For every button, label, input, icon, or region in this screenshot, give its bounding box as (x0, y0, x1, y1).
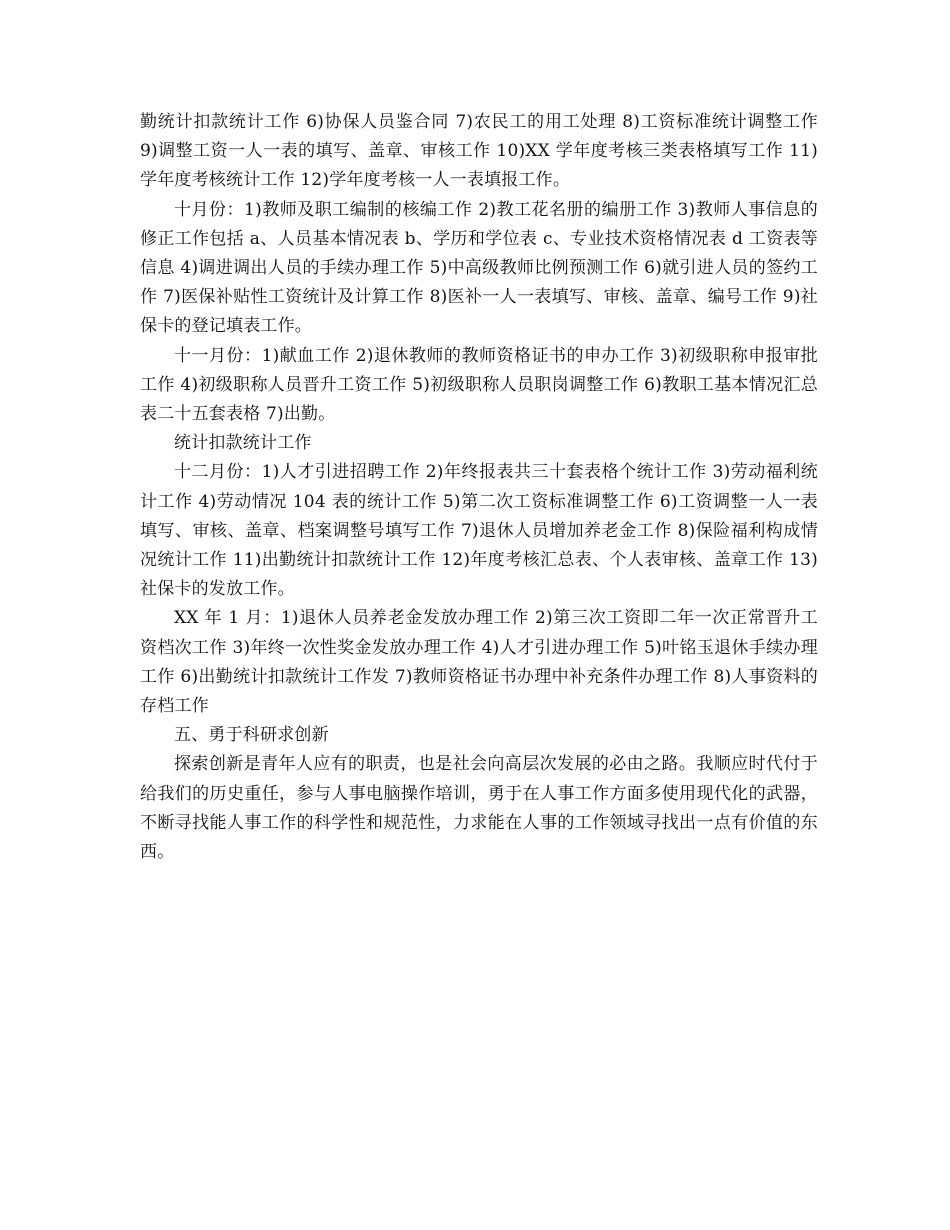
paragraph-continuation: 勤统计扣款统计工作 6)协保人员鉴合同 7)农民工的用工处理 8)工资标准统计调整工作 9)调整工资一人一表的填写、盖章、审核工作 10)XX 学年度考核三类表格填写工作 11)学年度考核统计工作 12)学年度考核一人一表填报工作。 (140, 112, 818, 191)
paragraph-december: 十二月份：1)人才引进招聘工作 2)年终报表共三十套表格个统计工作 3)劳动福利统计工作 4)劳动情况 104 表的统计工作 5)第二次工资标准调整工作 6)工资调整一人一表填写、审核、盖章、档案调整号填写工作 7)退休人员增加养老金工作 8)保险福利构成情况统计工作 11)出勤统计扣款统计工作 12)年度考核汇总表、个人表审核、盖章工作 13)社保卡的发放工作。 (140, 462, 818, 600)
section-heading-innovation: 五、勇于科研求创新 (174, 725, 329, 746)
paragraph-innovation: 探索创新是青年人应有的职责，也是社会向高层次发展的必由之路。我顺应时代付于给我们的历史重任，参与人事电脑操作培训，勇于在人事工作方面多使用现代化的武器，不断寻找能人事工作的科学性和规范性，力求能在人事的工作领域寻找出一点有价值的东西。 (140, 754, 818, 863)
paragraph-november: 十一月份：1)献血工作 2)退休教师的教师资格证书的申办工作 3)初级职称申报审批工作 4)初级职称人员晋升工资工作 5)初级职称人员职岗调整工作 6)教职工基本情况汇总表二十五套表格 7)出勤。 (140, 345, 818, 425)
paragraph-october: 十月份：1)教师及职工编制的核编工作 2)教工花名册的编册工作 3)教师人事信息的修正工作包括 a、人员基本情况表 b、学历和学位表 c、专业技术资格情况表 d 工资表等信息 4)调进调出人员的手续办理工作 5)中高级教师比例预测工作 6)就引进人员的签约工作 7)医保补贴性工资统计及计算工作 8)医补一人一表填写、审核、盖章、编号工作 9)社保卡的登记填表工作。 (140, 199, 818, 337)
paragraph-january: XX 年 1 月：1)退休人员养老金发放办理工作 2)第三次工资即二年一次正常晋升工资档次工作 3)年终一次性奖金发放办理工作 4)人才引进办理工作 5)叶铭玉退休手续办理工作 6)出勤统计扣款统计工作发 7)教师资格证书办理中补充条件办理工作 8)人事资料的存档工作 (140, 608, 818, 717)
paragraph-attendance-stats: 统计扣款统计工作 (174, 433, 312, 454)
document-body (140, 108, 818, 867)
